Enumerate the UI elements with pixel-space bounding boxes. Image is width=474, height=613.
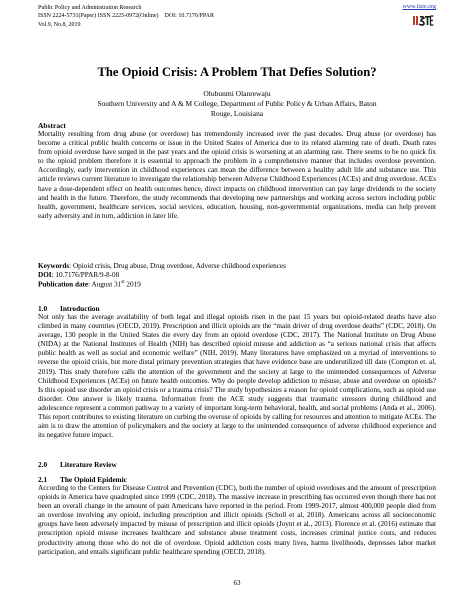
header-right: [403, 4, 437, 10]
opioid-epidemic-text: According to the Centers for Disease Control and Prevention (CDC), both the number of opioid overdoses and the amount of prescription opioids in America have quadrupled since 1999 (CDC, 2018). The massive increase in prescribing has occurred even though there has not been an overall change in the amount of pain Americans have reported in the period. From 1999-2017, almost 400,000 people died from an overdose involving any opioid, including prescription and illicit opioids (Scholl et al, 2018). Americans across all socioeconomic groups have been adversely impacted by misuse of prescription and illicit opioids (Joynt et al., 2013). Florence et al. (2016) estimate that prescription opioid misuse increases healthcare and substance abuse treatment costs, increases criminal justice costs, and reduces productivity among those who do not die of overdose. Opioid addiction costs many lives, harms livelihoods, depresses labor market participation, and entails significant public healthcare spending (OECD, 2018).: [38, 484, 436, 556]
journal-doi: DOI: 10.7176/PPAR: [164, 13, 214, 20]
iiste-logo-icon: [412, 13, 434, 28]
journal-url-link[interactable]: www.iiste.org: [402, 4, 436, 10]
publication-date-suffix: st: [121, 280, 125, 285]
page-number: 63: [233, 579, 241, 587]
abstract-heading: Abstract: [38, 121, 66, 130]
publication-date-value: : August 31: [88, 280, 122, 289]
issn-line: [38, 12, 214, 20]
keywords-label: Keywords: [38, 262, 70, 270]
paper-title: The Opioid Crisis: A Problem That Defies Solution?: [97, 65, 377, 79]
doi-value: : 10.7176/PPAR/9-8-08: [51, 271, 120, 279]
publication-date-label: Publication date: [38, 280, 89, 289]
journal-name: Public Policy and Administration Research: [38, 5, 142, 11]
section-number: 2.0: [38, 460, 48, 469]
doi-label: DOI: [38, 271, 52, 279]
keywords-text: : Opioid crisis, Drug abuse, Drug overdose, Adverse childhood experiences: [69, 262, 286, 270]
doi-line: [38, 271, 119, 279]
keywords-line: [38, 262, 436, 271]
journal-header: [38, 4, 214, 29]
section-title: Introduction: [60, 304, 100, 313]
abstract-text: Mortality resulting from drug abuse (or overdose) has tremendously increased over the past decades. Drug abuse (or overdose) has become a critical public health concerns or issue in the United States of America due to its related alarming rate of death. Death rates from opioid overdose have surged in the past years and the opioid crisis is worsening at an alarming rate. There seems to be no quick fix to the opioid problem therefore it is essential to approach the problem in a comprehensive manner that includes overdose prevention. Accordingly, early intervention in childhood experiences can mean the difference between a healthy adult life and substance use. This article reviews current literature to investigate the relationship between Adverse Childhood Experiences (ACEs) and drug overdose. ACEs have a dose-dependent effect on health outcomes hence, direct impacts on childhood intervention can pay large dividends to the society and health in the future. Therefore, the study recommends that developing new partnerships and working across sectors including public health, government, healthcare services, social services, education, housing, non-governmental organizations, media can help prevent early adversity and in turn, addiction in later life.: [38, 130, 436, 220]
issn: ISSN 2224-5731(Paper) ISSN 2225-0972(Online): [38, 13, 159, 20]
introduction-text: Not only has the average availability of both legal and illegal opioids risen in the past 15 years but opioid-related deaths have also climbed in many countries (OECD, 2019). Prescription and illicit opioids are the “main driver of drug overdose deaths” (CDC, 2018). On average, 130 people in the United States die every day from an opioid overdose (CDC, 2017). The National Institute on Drug Abuse (NIDA) at the National Institutes of Health (NIH) has described opioid misuse and addiction as “a serious national crisis that affects public health as well as social and economic welfare” (NIH, 2019). Many literatures have emphasized on a myriad of interventions to reverse the opioid crisis, but more distal primary prevention strategies that have evidence base are underutilized till date (Compton et. al, 2019). This study therefore calls the attention of the government and the society at large to the unintended consequences of Adverse Childhood Experiences (ACEs) on future health outcomes. Why do people develop addiction to misuse, abuse and overdose on opioids? Is this opioid use disorder an opioid crisis or a trauma crisis? The study hypothesizes a reason for opioid complications, such as opioid use disorder. One answer is likely trauma. Information from the ACE study suggests that traumatic stressors during childhood and adolescence represent a common pathway to a variety of important long-term behavioral, health, and social problems (Anda et al., 2006). This report contributes to existing literature on curbing the overuse of opioids by calling for resources and attention to mitigate ACEs. The aim is to draw the attention of policymakers and the society at large to the unintended consequence of adverse childhood experience and its negative future impact.: [38, 313, 436, 440]
subsection-heading-opioid-epidemic: [38, 475, 127, 484]
section-title: The Opioid Epidemic: [60, 475, 127, 484]
section-number: 2.1: [38, 475, 48, 484]
publication-date-year: 2019: [124, 280, 141, 289]
section-heading-literature-review: [38, 460, 117, 469]
section-title: Literature Review: [60, 460, 117, 469]
author-name: Olubunmi Olanrewaju: [203, 89, 271, 98]
volume: Vol.9, No.8, 2019: [38, 21, 81, 28]
author-affiliation: Southern University and A & M College, Department of Public Policy & Urban Affairs, Baton Rouge, Louisiana: [97, 99, 377, 119]
section-number: 1.0: [38, 304, 48, 313]
iiste-logo: [412, 13, 434, 28]
publication-date-line: [38, 280, 141, 288]
section-heading-introduction: [38, 304, 100, 313]
